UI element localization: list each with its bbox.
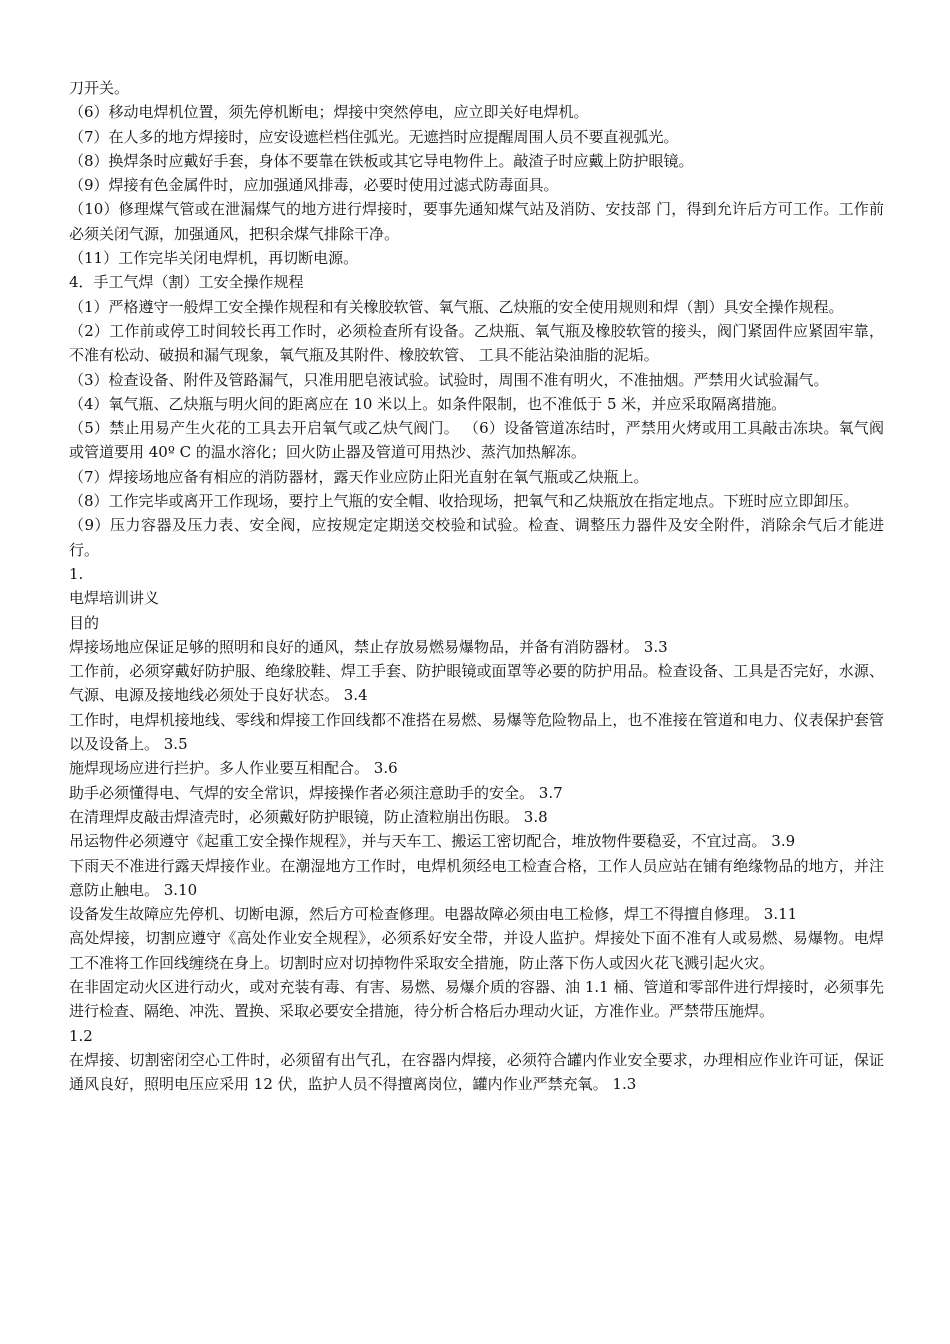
paragraph: 下雨天不准进行露天焊接作业。在潮湿地方工作时，电焊机须经电工检查合格，工作人员应站在铺有绝缘物品的地方，并注意防止触电。 3.10	[69, 856, 884, 899]
paragraph: 刀开关。	[69, 79, 130, 97]
paragraph: （11）工作完毕关闭电焊机，再切断电源。	[69, 249, 359, 268]
paragraph: 助手必须懂得电、气焊的安全常识，焊接操作者必须注意助手的安全。 3.7	[69, 783, 563, 802]
paragraph: 焊接场地应保证足够的照明和良好的通风，禁止存放易燃易爆物品，并备有消防器材。 3.3	[69, 637, 668, 656]
paragraph: （3）检查设备、附件及管路漏气，只准用肥皂液试验。试验时，周围不准有明火，不准抽烟。严禁用火试验漏气。	[69, 370, 829, 389]
paragraph: 在焊接、切割密闭空心工件时，必须留有出气孔，在容器内焊接，必须符合罐内作业安全要求，办理相应作业许可证，保证通风良好，照明电压应采用 12 伏，监护人员不得擅离岗位，罐内作业严禁充氧。 1.3	[69, 1050, 884, 1094]
paragraph: （8）工作完毕或离开工作现场，要拧上气瓶的安全帽、收拾现场，把氧气和乙炔瓶放在指定地点。下班时应立即卸压。	[69, 492, 859, 511]
paragraph: （6）移动电焊机位置，须先停机断电；焊接中突然停电，应立即关好电焊机。	[69, 103, 589, 122]
section-number: 1.2	[69, 1026, 93, 1045]
paragraph: （10）修理煤气管或在泄漏煤气的地方进行焊接时，要事先通知煤气站及消防、安技部 门，得到允许后方可工作。工作前必须关闭气源，加强通风，把积余煤气排除干净。	[69, 200, 884, 243]
paragraph: 施焊现场应进行拦护。多人作业要互相配合。 3.6	[69, 759, 398, 778]
paragraph: （5）禁止用易产生火花的工具去开启氧气或乙炔气阀门。 （6）设备管道冻结时，严禁用火烤或用工具敲击冻块。氧气阀或管道要用 40º C 的温水溶化；回火防止器及管道可用热沙、蒸汽加热解冻。	[69, 419, 884, 462]
paragraph: 在非固定动火区进行动火，或对充装有毒、有害、易燃、易爆介质的容器、油 1.1 桶、管道和零部件进行焊接时，必须事先进行检查、隔绝、冲洗、置换、采取必要安全措施，待分析合格后办理动火证，方准作业。严禁带压施焊。	[69, 977, 884, 1021]
section-title: 电焊培训讲义	[69, 589, 160, 608]
section-heading: 4．手工气焊（割）工安全操作规程	[69, 273, 304, 292]
paragraph: （1）严格遵守一般焊工安全操作规程和有关橡胶软管、氧气瓶、乙炔瓶的安全使用规则和焊（割）具安全操作规程。	[69, 297, 844, 316]
paragraph: 吊运物件必须遵守《起重工安全操作规程》，并与天车工、搬运工密切配合，堆放物件要稳妥，不宜过高。 3.9	[69, 832, 796, 851]
paragraph: 工作前，必须穿戴好防护服、绝缘胶鞋、焊工手套、防护眼镜或面罩等必要的防护用品。检查设备、工具是否完好，水源、气源、电源及接地线必须处于良好状态。 3.4	[69, 662, 884, 705]
paragraph: （4）氧气瓶、乙炔瓶与明火间的距离应在 10 米以上。如条件限制，也不准低于 5 米，并应采取隔离措施。	[69, 394, 787, 413]
paragraph: 高处焊接，切割应遵守《高处作业安全规程》，必须系好安全带，并设人监护。焊接处下面不准有人或易燃、易爆物。电焊工不准将工作回线缠绕在身上。切割时应对切掉物件采取安全措施，防止落下伤人或因火花飞溅引起火灾。	[69, 929, 884, 972]
section-number: 1.	[69, 564, 84, 583]
paragraph: 工作时，电焊机接地线、零线和焊接工作回线都不准搭在易燃、易爆等危险物品上，也不准接在管道和电力、仪表保护套管以及设备上。 3.5	[69, 710, 884, 754]
paragraph: （7）在人多的地方焊接时，应安设遮栏档住弧光。无遮挡时应提醒周围人员不要直视弧光。	[69, 127, 679, 146]
paragraph: （2）工作前或停工时间较长再工作时，必须检查所有设备。乙炔瓶、氧气瓶及橡胶软管的接头，阀门紧固件应紧固牢靠，不准有松动、破损和漏气现象，氧气瓶及其附件、橡胶软管、 工具不能沾染油脂的泥垢。	[69, 321, 884, 365]
paragraph: 设备发生故障应先停机、切断电源，然后方可检查修理。电器故障必须由电工检修，焊工不得擅自修理。 3.11	[69, 905, 798, 924]
section-subtitle: 目的	[69, 613, 100, 632]
paragraph: （8）换焊条时应戴好手套，身体不要靠在铁板或其它导电物件上。敲渣子时应戴上防护眼镜。	[69, 151, 694, 170]
paragraph: （7）焊接场地应备有相应的消防器材，露天作业应防止阳光直射在氧气瓶或乙炔瓶上。	[69, 467, 649, 486]
paragraph: 在清理焊皮敲击焊渣壳时，必须戴好防护眼镜，防止渣粒崩出伤眼。 3.8	[69, 807, 548, 826]
paragraph: （9）焊接有色金属件时，应加强通风排毒，必要时使用过滤式防毒面具。	[69, 176, 559, 195]
paragraph: （9）压力容器及压力表、安全阀，应按规定定期送交校验和试验。检查、调整压力器件及安全附件，消除余气后才能进行。	[69, 516, 884, 559]
